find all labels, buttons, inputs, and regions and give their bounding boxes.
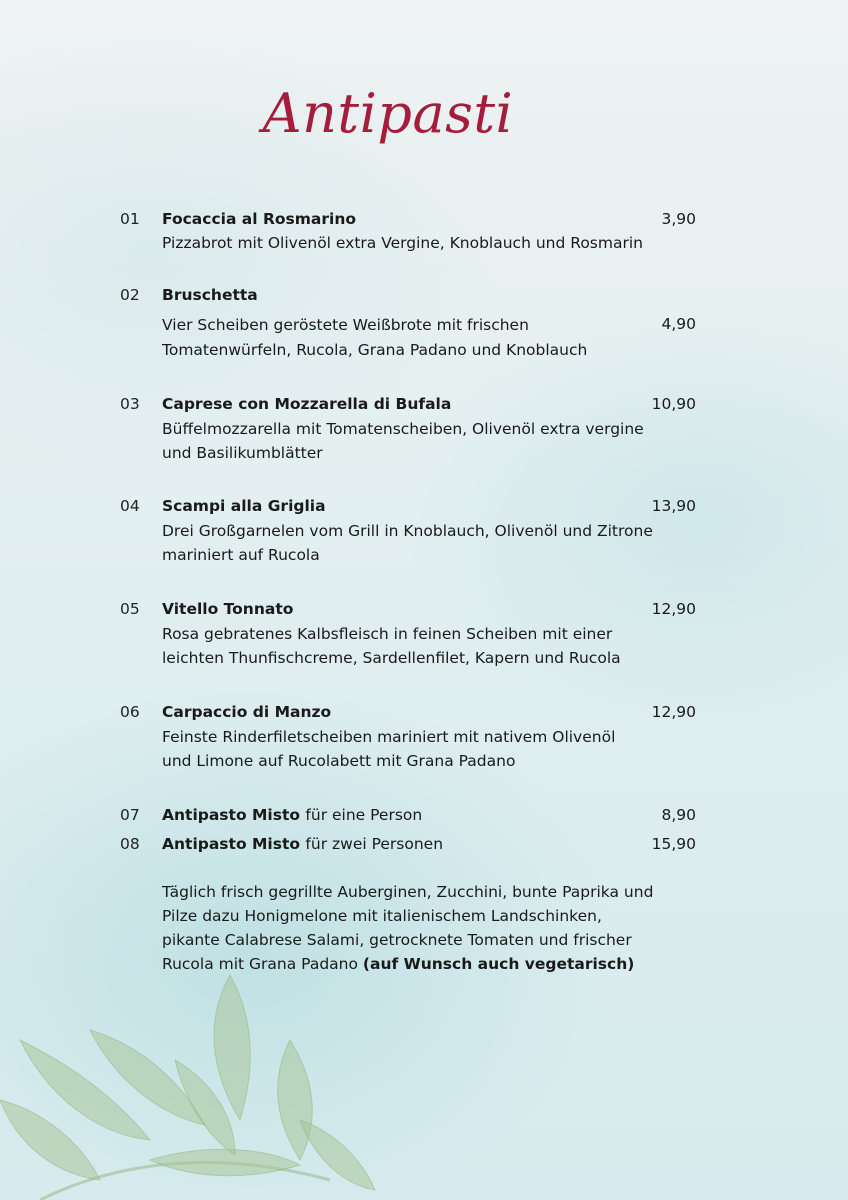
item-name: Focaccia al Rosmarino: [162, 210, 357, 228]
item-number: 01: [120, 210, 140, 228]
item-name: Caprese con Mozzarella di Bufala: [162, 395, 452, 413]
item-description: Tomatenwürfeln, Rucola, Grana Padano und Knoblauch: [162, 341, 588, 359]
item-description: Rosa gebratenes Kalbsfleisch in feinen Scheiben mit einer: [162, 625, 613, 643]
item-price: 12,90: [651, 600, 696, 618]
item-name-bold: Antipasto Misto: [162, 806, 301, 824]
item-name: Carpaccio di Manzo: [162, 703, 332, 721]
item-number: 05: [120, 600, 140, 618]
item-number: 03: [120, 395, 140, 413]
item-name: Bruschetta: [162, 286, 258, 304]
vegetarian-note: (auf Wunsch auch vegetarisch): [362, 955, 635, 973]
misto-description-line: Täglich frisch gegrillte Auberginen, Zucchini, bunte Paprika und: [162, 883, 654, 901]
item-name-extra: für eine Person: [305, 806, 423, 824]
item-description: und Basilikumblätter: [162, 444, 323, 462]
item-name: Vitello Tonnato: [162, 600, 294, 618]
misto-description-line: pikante Calabrese Salami, getrocknete Tomaten und frischer: [162, 931, 632, 949]
item-price: 15,90: [651, 835, 696, 853]
misto-description-line: Pilze dazu Honigmelone mit italienischem Landschinken,: [162, 907, 602, 925]
item-description: Büffelmozzarella mit Tomatenscheiben, Olivenöl extra vergine: [162, 420, 644, 438]
item-price: 10,90: [651, 395, 696, 413]
item-price: 3,90: [661, 210, 696, 228]
page-title: Antipasti: [262, 82, 514, 145]
item-name-bold: Antipasto Misto: [162, 835, 301, 853]
item-name: Scampi alla Griglia: [162, 497, 326, 515]
item-number: 02: [120, 286, 140, 304]
item-name: [162, 832, 443, 856]
item-description: leichten Thunfischcreme, Sardellenfilet, Kapern und Rucola: [162, 649, 621, 667]
item-description: Drei Großgarnelen vom Grill in Knoblauch, Olivenöl und Zitrone: [162, 522, 653, 540]
item-price: 12,90: [651, 703, 696, 721]
item-description: und Limone auf Rucolabett mit Grana Padano: [162, 752, 516, 770]
item-name: [162, 803, 422, 827]
olive-branch-icon: [0, 950, 420, 1200]
item-number: 04: [120, 497, 140, 515]
item-price: 13,90: [651, 497, 696, 515]
item-description: Pizzabrot mit Olivenöl extra Vergine, Knoblauch und Rosmarin: [162, 234, 643, 252]
misto-last-line: Rucola mit Grana Padano: [162, 955, 358, 973]
item-price: 8,90: [661, 806, 696, 824]
item-description: Vier Scheiben geröstete Weißbrote mit frischen: [162, 316, 529, 334]
item-price: 4,90: [661, 315, 696, 333]
item-description: mariniert auf Rucola: [162, 546, 320, 564]
item-number: 06: [120, 703, 140, 721]
item-description: Feinste Rinderfiletscheiben mariniert mit nativem Olivenöl: [162, 728, 616, 746]
item-number: 08: [120, 835, 140, 853]
item-number: 07: [120, 806, 140, 824]
item-name-extra: für zwei Personen: [305, 835, 444, 853]
